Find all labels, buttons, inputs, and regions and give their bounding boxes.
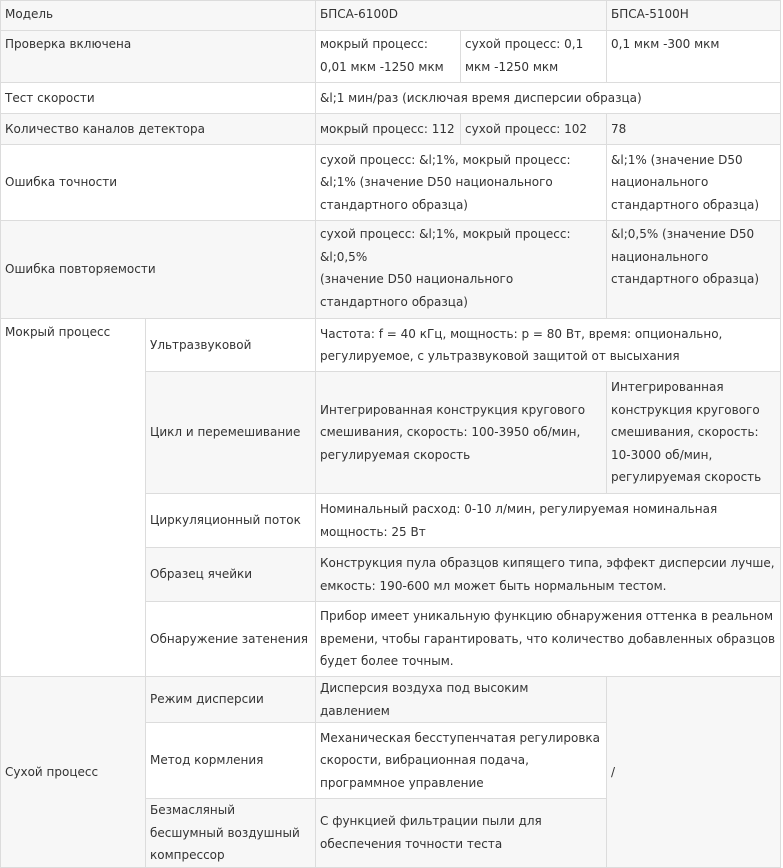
cycle-5100h: Интегрированная конструкция кругового смешивания, скорость: 10-3000 об/мин, регулируемая скорость (607, 372, 781, 494)
model-6100d: БПСА-6100D (316, 1, 607, 31)
accuracy-5100h: &l;1% (значение D50 национального стандартного образца) (607, 145, 781, 221)
repeat-6100d-line2: (значение D50 национального стандартного образца) (320, 272, 514, 309)
model-label: Модель (1, 1, 316, 31)
accuracy-label: Ошибка точности (1, 145, 316, 221)
range-wet: мокрый процесс: 0,01 мкм -1250 мкм (316, 31, 461, 83)
feed-value: Механическая бесступенчатая регулировка скорости, вибрационная подача, программное управление (316, 723, 607, 799)
speed-label: Тест скорости (1, 83, 316, 114)
cell-label: Образец ячейки (146, 548, 316, 602)
flow-label: Циркуляционный поток (146, 494, 316, 548)
speed-value: &l;1 мин/раз (исключая время дисперсии образца) (316, 83, 781, 114)
flow-value: Номинальный расход: 0-10 л/мин, регулируемая номинальная мощность: 25 Вт (316, 494, 781, 548)
feed-label: Метод кормления (146, 723, 316, 799)
model-5100h: БПСА-5100H (607, 1, 781, 31)
repeat-6100d (316, 221, 607, 319)
dry-label: Сухой процесс (1, 677, 146, 868)
dry-5100h: / (607, 677, 781, 868)
row-speed (1, 83, 781, 114)
accuracy-6100d: сухой процесс: &l;1%, мокрый процесс: &l;1% (значение D50 национального стандартного образца) (316, 145, 607, 221)
row-model (1, 1, 781, 31)
row-dry-mode (1, 677, 781, 723)
shade-label: Обнаружение затенения (146, 602, 316, 677)
row-channels (1, 114, 781, 145)
wet-label: Мокрый процесс (1, 319, 146, 677)
repeat-6100d-line1: сухой процесс: &l;1%, мокрый процесс: &l;0,5% (320, 227, 571, 264)
row-range (1, 31, 781, 83)
mode-label: Режим дисперсии (146, 677, 316, 723)
range-5100h: 0,1 мкм -300 мкм (607, 31, 781, 83)
channels-dry: сухой процесс: 102 (461, 114, 607, 145)
row-accuracy (1, 145, 781, 221)
channels-label: Количество каналов детектора (1, 114, 316, 145)
mode-value: Дисперсия воздуха под высоким давлением (316, 677, 607, 723)
ultra-label: Ультразвуковой (146, 319, 316, 372)
cycle-label: Цикл и перемешивание (146, 372, 316, 494)
repeat-label: Ошибка повторяемости (1, 221, 316, 319)
cycle-6100d: Интегрированная конструкция кругового смешивания, скорость: 100-3950 об/мин, регулируемая скорость (316, 372, 607, 494)
ultra-value: Частота: f = 40 кГц, мощность: p = 80 Вт, время: опционально, регулируемое, с ультразвуковой защитой от высыхания (316, 319, 781, 372)
repeat-5100h: &l;0,5% (значение D50 национального стандартного образца) (607, 221, 781, 319)
cell-value: Конструкция пула образцов кипящего типа, эффект дисперсии лучше, емкость: 190-600 мл может быть нормальным тестом. (316, 548, 781, 602)
row-wet-ultra (1, 319, 781, 372)
channels-wet: мокрый процесс: 112 (316, 114, 461, 145)
range-dry: сухой процесс: 0,1 мкм -1250 мкм (461, 31, 607, 83)
comp-value: С функцией фильтрации пыли для обеспечения точности теста (316, 799, 607, 868)
channels-5100h: 78 (607, 114, 781, 145)
row-repeat (1, 221, 781, 319)
comp-label: Безмасляный бесшумный воздушный компрессор (146, 799, 316, 868)
shade-value: Прибор имеет уникальную функцию обнаружения оттенка в реальном времени, чтобы гарантировать, что количество добавленных образцов будет более точным. (316, 602, 781, 677)
range-label: Проверка включена (1, 31, 316, 83)
